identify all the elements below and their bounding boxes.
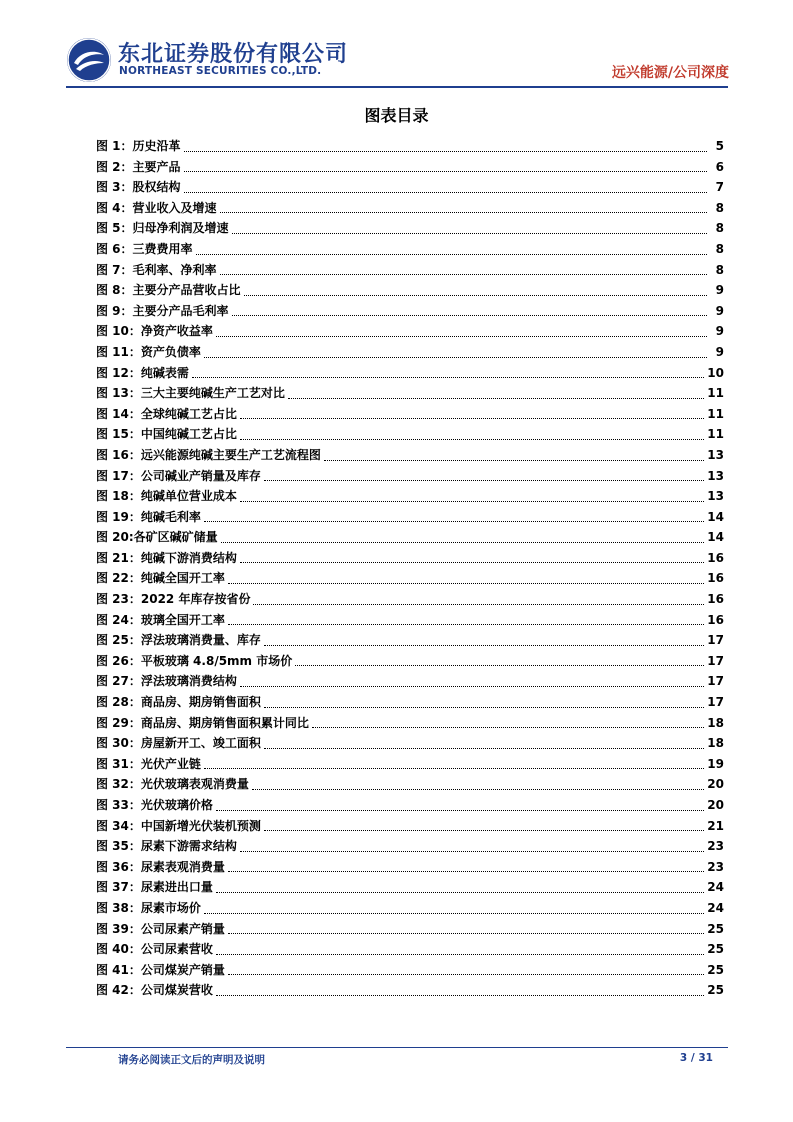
toc-entry-page: 21 (707, 818, 724, 833)
toc-entry-page: 9 (715, 324, 724, 339)
toc-entry-label: 图 11：资产负债率 (96, 344, 201, 359)
toc-leader-dots (228, 583, 704, 584)
toc-entry-label: 图 4：营业收入及增速 (96, 200, 217, 215)
toc-entry[interactable] (96, 754, 724, 775)
toc-entry-page: 17 (707, 633, 724, 648)
company-name-en: NORTHEAST SECURITIES CO.,LTD. (119, 65, 322, 77)
toc-entry[interactable] (96, 713, 724, 734)
toc-entry[interactable] (96, 301, 724, 322)
toc-entry[interactable] (96, 260, 724, 281)
toc-leader-dots (216, 810, 704, 811)
toc-entry-page: 8 (715, 262, 724, 277)
toc-leader-dots (184, 192, 707, 193)
toc-leader-dots (184, 151, 707, 152)
toc-entry[interactable] (96, 383, 724, 404)
toc-leader-dots (295, 665, 704, 666)
toc-entry[interactable] (96, 157, 724, 178)
toc-leader-dots (228, 933, 704, 934)
toc-leader-dots (196, 254, 707, 255)
toc-entry-page: 13 (707, 468, 724, 483)
toc-entry-page: 25 (707, 921, 724, 936)
toc-leader-dots (204, 768, 704, 769)
toc-entry-page: 25 (707, 962, 724, 977)
toc-leader-dots (252, 789, 704, 790)
toc-entry-label: 图 38：尿素市场价 (96, 900, 201, 915)
toc-entry-page: 9 (715, 344, 724, 359)
page-indicator: 3 / 31 (679, 1052, 713, 1064)
toc-entry[interactable] (96, 692, 724, 713)
toc-entry-label: 图 41：公司煤炭产销量 (96, 962, 225, 977)
toc-entry-label: 图 42：公司煤炭营收 (96, 983, 213, 998)
toc-entry[interactable] (96, 733, 724, 754)
toc-entry-page: 25 (707, 942, 724, 957)
toc-leader-dots (240, 562, 704, 563)
header-divider (66, 86, 728, 88)
toc-entry-label: 图 12：纯碱表需 (96, 365, 189, 380)
toc-entry-label: 图 23：2022 年库存按省份 (96, 592, 251, 607)
toc-entry-page: 9 (715, 283, 724, 298)
toc-leader-dots (324, 460, 704, 461)
toc-leader-dots (264, 748, 704, 749)
toc-entry[interactable] (96, 939, 724, 960)
toc-leader-dots (228, 871, 704, 872)
toc-entry-label: 图 15：中国纯碱工艺占比 (96, 427, 237, 442)
toc-entry-page: 24 (707, 880, 724, 895)
toc-entry-page: 8 (715, 241, 724, 256)
toc-entry[interactable] (96, 404, 724, 425)
toc-entry-page: 19 (707, 756, 724, 771)
toc-entry-label: 图 40：公司尿素营收 (96, 942, 213, 957)
toc-entry[interactable] (96, 280, 724, 301)
toc-entry-page: 14 (707, 530, 724, 545)
toc-leader-dots (312, 727, 704, 728)
toc-entry-label: 图 26：平板玻璃 4.8/5mm 市场价 (96, 653, 293, 668)
toc-entry[interactable] (96, 589, 724, 610)
toc-entry-page: 11 (707, 406, 724, 421)
toc-entry-page: 13 (707, 447, 724, 462)
toc-title: 图表目录 (364, 106, 429, 125)
toc-leader-dots (264, 830, 704, 831)
company-logo-icon (66, 37, 112, 83)
toc-entry-page: 11 (707, 427, 724, 442)
toc-entry[interactable] (96, 548, 724, 569)
toc-leader-dots (240, 851, 704, 852)
toc-entry[interactable] (96, 795, 724, 816)
footer-divider (66, 1047, 728, 1048)
toc-leader-dots (244, 295, 707, 296)
toc-entry-label: 图 16：远兴能源纯碱主要生产工艺流程图 (96, 447, 321, 462)
toc-leader-dots (204, 521, 704, 522)
toc-entry-page: 17 (707, 674, 724, 689)
toc-entry-page: 20 (707, 777, 724, 792)
toc-entry[interactable] (96, 321, 724, 342)
toc-entry-page: 10 (707, 365, 724, 380)
toc-leader-dots (264, 707, 704, 708)
toc-entry[interactable] (96, 507, 724, 528)
toc-entry-label: 图 31：光伏产业链 (96, 756, 201, 771)
toc-leader-dots (204, 913, 704, 914)
toc-entry[interactable] (96, 424, 724, 445)
toc-entry-page: 20 (707, 798, 724, 812)
toc-leader-dots (232, 315, 707, 316)
toc-entry-page: 14 (707, 509, 724, 524)
toc-leader-dots (264, 480, 704, 481)
toc-entry-label: 图 20:各矿区碱矿储量 (96, 530, 218, 545)
toc-entry-page: 8 (715, 221, 724, 236)
toc-entry[interactable] (96, 342, 724, 363)
toc-entry-page: 16 (707, 592, 724, 607)
toc-entry[interactable] (96, 177, 724, 198)
toc-leader-dots (192, 377, 704, 378)
toc-entry-label: 图 25：浮法玻璃消费量、库存 (96, 633, 261, 648)
toc-entry-label: 图 9：主要分产品毛利率 (96, 303, 229, 318)
toc-leader-dots (240, 418, 704, 419)
toc-entry[interactable] (96, 671, 724, 692)
toc-entry[interactable] (96, 568, 724, 589)
toc-entry-label: 图 32：光伏玻璃表观消费量 (96, 777, 249, 792)
toc-entry-label: 图 29：商品房、期房销售面积累计同比 (96, 715, 309, 730)
toc-entry-label: 图 8：主要分产品营收占比 (96, 283, 241, 298)
toc-entry-page: 23 (707, 859, 724, 874)
toc-entry-page: 11 (707, 386, 724, 401)
toc-leader-dots (264, 645, 704, 646)
toc-entry[interactable] (96, 898, 724, 919)
toc-leader-dots (253, 604, 704, 605)
toc-entry-page: 16 (707, 571, 724, 586)
toc-entry[interactable] (96, 218, 724, 239)
toc-entry-label: 图 28：商品房、期房销售面积 (96, 695, 261, 710)
toc-leader-dots (240, 686, 704, 687)
toc-leader-dots (216, 995, 704, 996)
toc-entry-page: 24 (707, 900, 724, 915)
company-name-cn: 东北证券股份有限公司 (118, 42, 349, 67)
toc-list (96, 136, 724, 1001)
toc-entry-page: 18 (707, 736, 724, 751)
toc-entry[interactable] (96, 980, 724, 1001)
toc-leader-dots (228, 974, 704, 975)
toc-entry-label: 图 33：光伏玻璃价格 (96, 798, 213, 812)
toc-entry-label: 图 21：纯碱下游消费结构 (96, 550, 237, 565)
toc-entry-page: 6 (715, 159, 724, 174)
toc-entry-page: 23 (707, 839, 724, 854)
toc-entry[interactable] (96, 857, 724, 878)
footer-disclaimer: 请务必阅读正文后的声明及说明 (118, 1054, 265, 1066)
toc-leader-dots (288, 398, 704, 399)
report-tag: 远兴能源/公司深度 (611, 65, 729, 81)
toc-entry-label: 图 27：浮法玻璃消费结构 (96, 674, 237, 689)
toc-entry-label: 图 3：股权结构 (96, 180, 181, 195)
toc-entry-label: 图 22：纯碱全国开工率 (96, 571, 225, 586)
toc-entry-label: 图 14：全球纯碱工艺占比 (96, 406, 237, 421)
toc-entry[interactable] (96, 486, 724, 507)
toc-entry-label: 图 30：房屋新开工、竣工面积 (96, 736, 261, 751)
toc-entry-label: 图 13：三大主要纯碱生产工艺对比 (96, 386, 285, 401)
toc-entry[interactable] (96, 136, 724, 157)
toc-entry[interactable] (96, 816, 724, 837)
toc-entry-page: 9 (715, 303, 724, 318)
toc-entry-page: 17 (707, 653, 724, 668)
toc-leader-dots (220, 212, 707, 213)
toc-entry[interactable] (96, 774, 724, 795)
toc-entry-label: 图 37：尿素进出口量 (96, 880, 213, 895)
toc-entry[interactable] (96, 527, 724, 548)
toc-leader-dots (216, 892, 704, 893)
toc-entry-page: 25 (707, 983, 724, 998)
toc-entry-page: 8 (715, 200, 724, 215)
toc-entry[interactable] (96, 630, 724, 651)
toc-entry[interactable] (96, 466, 724, 487)
toc-entry[interactable] (96, 610, 724, 631)
toc-entry[interactable] (96, 836, 724, 857)
toc-entry-label: 图 1：历史沿革 (96, 139, 181, 153)
toc-leader-dots (184, 171, 707, 172)
toc-entry-label: 图 18：纯碱单位营业成本 (96, 489, 237, 504)
toc-entry-page: 16 (707, 612, 724, 627)
toc-leader-dots (221, 542, 705, 543)
toc-entry-page: 16 (707, 550, 724, 565)
toc-entry-label: 图 6：三费费用率 (96, 241, 193, 256)
toc-entry[interactable] (96, 445, 724, 466)
toc-entry[interactable] (96, 198, 724, 219)
toc-entry[interactable] (96, 877, 724, 898)
toc-leader-dots (228, 624, 704, 625)
toc-entry-label: 图 36：尿素表观消费量 (96, 859, 225, 874)
toc-leader-dots (216, 336, 707, 337)
toc-entry-label: 图 17：公司碱业产销量及库存 (96, 468, 261, 483)
toc-leader-dots (216, 954, 704, 955)
toc-entry-label: 图 2：主要产品 (96, 159, 181, 174)
toc-entry[interactable] (96, 239, 724, 260)
page-header (0, 0, 793, 86)
toc-entry-label: 图 19：纯碱毛利率 (96, 509, 201, 524)
toc-leader-dots (240, 439, 704, 440)
toc-leader-dots (232, 233, 707, 234)
toc-leader-dots (220, 274, 707, 275)
toc-entry[interactable] (96, 363, 724, 384)
toc-leader-dots (204, 357, 707, 358)
toc-entry[interactable] (96, 919, 724, 940)
toc-entry-label: 图 35：尿素下游需求结构 (96, 839, 237, 854)
toc-entry-page: 5 (715, 139, 724, 153)
toc-leader-dots (240, 501, 704, 502)
toc-entry-label: 图 24：玻璃全国开工率 (96, 612, 225, 627)
toc-entry-label: 图 39：公司尿素产销量 (96, 921, 225, 936)
toc-entry-page: 17 (707, 695, 724, 710)
toc-entry[interactable] (96, 960, 724, 981)
toc-entry-label: 图 10：净资产收益率 (96, 324, 213, 339)
toc-entry-page: 7 (715, 180, 724, 195)
toc-entry-page: 18 (707, 715, 724, 730)
toc-entry-label: 图 34：中国新增光伏装机预测 (96, 818, 261, 833)
toc-entry-page: 13 (707, 489, 724, 504)
toc-entry[interactable] (96, 651, 724, 672)
toc-entry-label: 图 7：毛利率、净利率 (96, 262, 217, 277)
toc-entry-label: 图 5：归母净利润及增速 (96, 221, 229, 236)
